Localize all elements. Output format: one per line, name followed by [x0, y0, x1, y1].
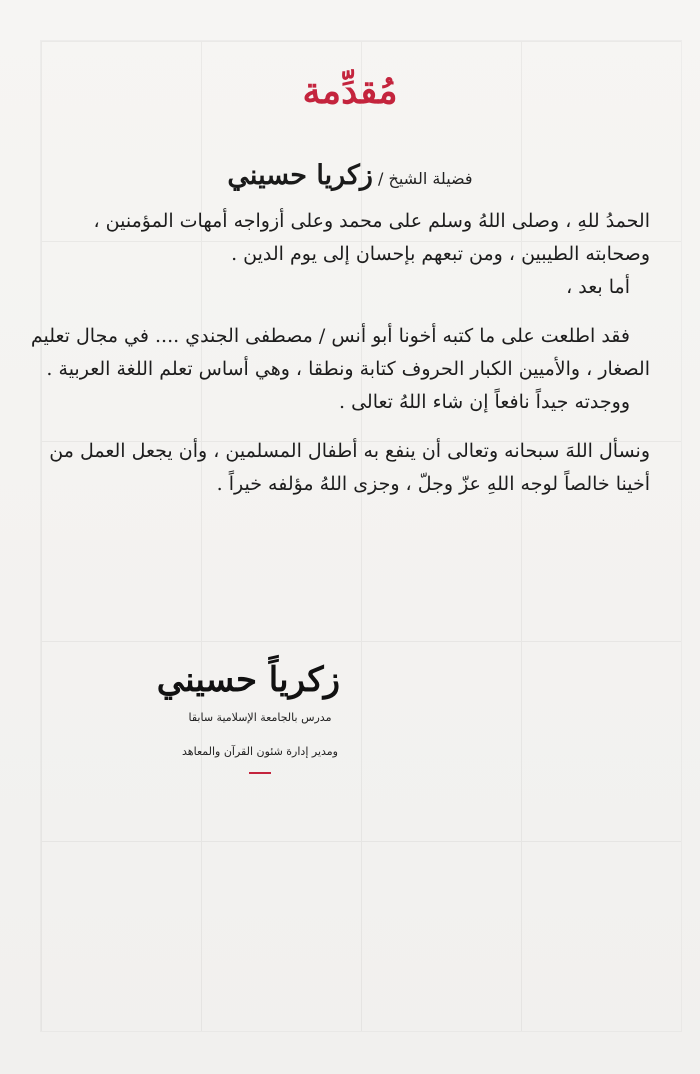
paragraph-line: أخينا خالصاً لوجه اللهِ عزّ وجلّ ، وجزى اللهُ مؤلفه خيراً .	[216, 473, 650, 495]
author-byline	[200, 160, 500, 191]
signature-name: زكرياً حسيني	[156, 660, 340, 700]
paragraph-line: الصغار ، والأميين الكبار الحروف كتابة ونطقا ، وهي أساس تعلم اللغة العربية .	[46, 358, 650, 380]
signature-title-1: مدرس بالجامعة الإسلامية سابقا	[188, 711, 332, 724]
page-title: مُقدِّمة	[302, 70, 398, 112]
paragraph-line: ونسأل اللهَ سبحانه وتعالى أن ينفع به أطفال المسلمين ، وأن يجعل العمل من	[49, 440, 650, 462]
signature-title-2: ومدير إدارة شئون القرآن والمعاهد	[182, 745, 338, 758]
signature-divider	[249, 772, 271, 774]
byline-prefix: فضيلة الشيخ /	[378, 169, 473, 188]
paragraph-line: أما بعد ،	[566, 276, 630, 298]
paragraph-line: فقد اطلعت على ما كتبه أخونا أبو أنس / مصطفى الجندي .... في مجال تعليم	[30, 325, 630, 347]
paragraph-line: وصحابته الطيبين ، ومن تبعهم بإحسان إلى يوم الدين .	[231, 243, 650, 265]
introduction-body	[30, 205, 650, 501]
paragraph-line: الحمدُ للهِ ، وصلى اللهُ وسلم على محمد وعلى أزواجه أمهات المؤمنين ،	[93, 210, 650, 232]
paragraph-line: ووجدته جيداً نافعاً إن شاء اللهُ تعالى .	[339, 391, 630, 413]
byline-name: زكريا حسيني	[227, 160, 373, 191]
signature-block	[156, 660, 340, 774]
